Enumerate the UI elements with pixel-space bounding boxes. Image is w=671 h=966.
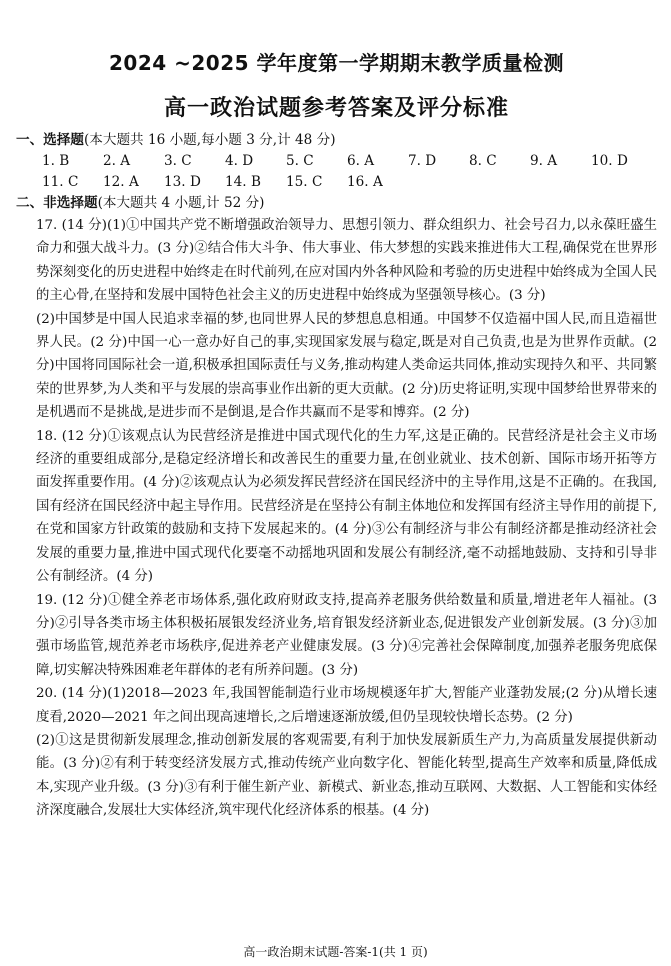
answer-item: 7. D bbox=[408, 153, 437, 169]
answer-item: 4. D bbox=[225, 153, 254, 169]
section2-heading bbox=[16, 193, 657, 214]
answer-item: 9. A bbox=[530, 153, 558, 169]
section2-title: 二、非选择题 bbox=[16, 195, 98, 211]
answer-item: 16. A bbox=[347, 174, 383, 190]
answer-item: 2. A bbox=[103, 153, 131, 169]
question-19: 19. (12 分)①健全养老市场体系,强化政府财政支持,提高养老服务供给数量和质量,增进老年人福祉。(3 分)②引导各类市场主体积极拓展银发经济业务,培育银发经济新业态,促进银发产业创新发展。(3 分)③加强市场监管,规范养老市场秩序,促进养老产业健康发展。(3 分)④完善社会保障制度,加强养老服务兜底保障,切实解决特殊困难老年群体的老有所养问题。(3 分) bbox=[36, 592, 657, 678]
question-18: 18. (12 分)①该观点认为民营经济是推进中国式现代化的生力军,这是正确的。民营经济是社会主义市场经济的重要组成部分,是稳定经济增长和改善民生的重要力量,在创业就业、技术创新、国际市场开拓等方面发挥重要作用。(4 分)②该观点认为必须发挥民营经济在国民经济中的主导作用,这是不正确的。在我国,国有经济在国民经济中起主导作用。民营经济是在坚持公有制主体地位和发挥国有经济主导作用的前提下,在党和国家方针政策的鼓励和支持下发展起来的。(4 分)③公有制经济与非公有制经济都是推动经济社会发展的重要力量,推进中国式现代化要毫不动摇地巩固和发展公有制经济,毫不动摇地鼓励、支持和引导非公有制经济。(4 分) bbox=[36, 428, 657, 585]
section1-heading bbox=[16, 130, 657, 151]
answer-item: 8. C bbox=[469, 153, 497, 169]
answer-list bbox=[16, 151, 657, 193]
answer-item: 1. B bbox=[42, 153, 70, 169]
answer-item: 12. A bbox=[103, 174, 139, 190]
question-20-part2: (2)①这是贯彻新发展理念,推动创新发展的客观需要,有利于加快发展新质生产力,为高质量发展提供新动能。(3 分)②有利于转变经济发展方式,推动传统产业向数字化、智能化转型,提高生产效率和质量,降低成本,实现产业升级。(3 分)③有利于催生新产业、新模式、新业态,推动互联网、大数据、人工智能和实体经济深度融合,发展壮大实体经济,筑牢现代化经济体系的根基。(4 分) bbox=[36, 732, 657, 819]
answer-item: 10. D bbox=[591, 153, 628, 169]
section1-title: 一、选择题 bbox=[16, 132, 84, 148]
question-20-part1: 20. (14 分)(1)2018—2023 年,我国智能制造行业市场规模逐年扩大,智能产业蓬勃发展;(2 分)从增长速度看,2020—2021 年之间出现高速增长,之后增速逐渐放缓,但仍呈现较快增长态势。(2 分) bbox=[36, 686, 657, 725]
answer-item: 3. C bbox=[164, 153, 192, 169]
section2-note: (本大题共 4 小题,计 52 分) bbox=[97, 195, 265, 211]
answer-item: 6. A bbox=[347, 153, 375, 169]
page-footer: 高一政治期末试题-答案-1(共 1 页) bbox=[243, 945, 428, 959]
section1-note: (本大题共 16 小题,每小题 3 分,计 48 分) bbox=[83, 132, 336, 148]
answer-item: 11. C bbox=[42, 174, 79, 190]
document-title: 2024 ~2025 学年度第一学期期末教学质量检测 bbox=[108, 51, 564, 75]
answer-item: 5. C bbox=[286, 153, 314, 169]
question-17-part1: 17. (14 分)(1)①中国共产党不断增强政治领导力、思想引领力、群众组织力、社会号召力,以永葆旺盛生命力和强大战斗力。(3 分)②结合伟大斗争、伟大事业、伟大梦想的实践来推进伟大工程,确保党在世界形势深刻变化的历史进程中始终走在时代前列,在应对国内外各种风险和考验的历史进程中始终成为全国人民的主心骨,在坚持和发展中国特色社会主义的历史进程中始终成为坚强领导核心。(3 分) bbox=[36, 218, 657, 304]
question-17-part2: (2)中国梦是中国人民追求幸福的梦,也同世界人民的梦想息息相通。中国梦不仅造福中国人民,而且造福世界人民。(2 分)中国一心一意办好自己的事,实现国家发展与稳定,既是对自己负责,也是为世界作贡献。(2 分)中国将同国际社会一道,积极承担国际责任与义务,推动构建人类命运共同体,推动实现持久和平、共同繁荣的世界梦,为人类和平与发展的崇高事业作出新的更大贡献。(2 分)历史将证明,实现中国梦给世界带来的是机遇而不是挑战,是进步而不是倒退,是合作共赢而不是零和博弈。(2 分) bbox=[36, 311, 658, 421]
answer-item: 13. D bbox=[164, 174, 201, 190]
answer-item: 15. C bbox=[286, 174, 323, 190]
document-subtitle: 高一政治试题参考答案及评分标准 bbox=[163, 96, 509, 121]
answer-item: 14. B bbox=[225, 174, 261, 190]
